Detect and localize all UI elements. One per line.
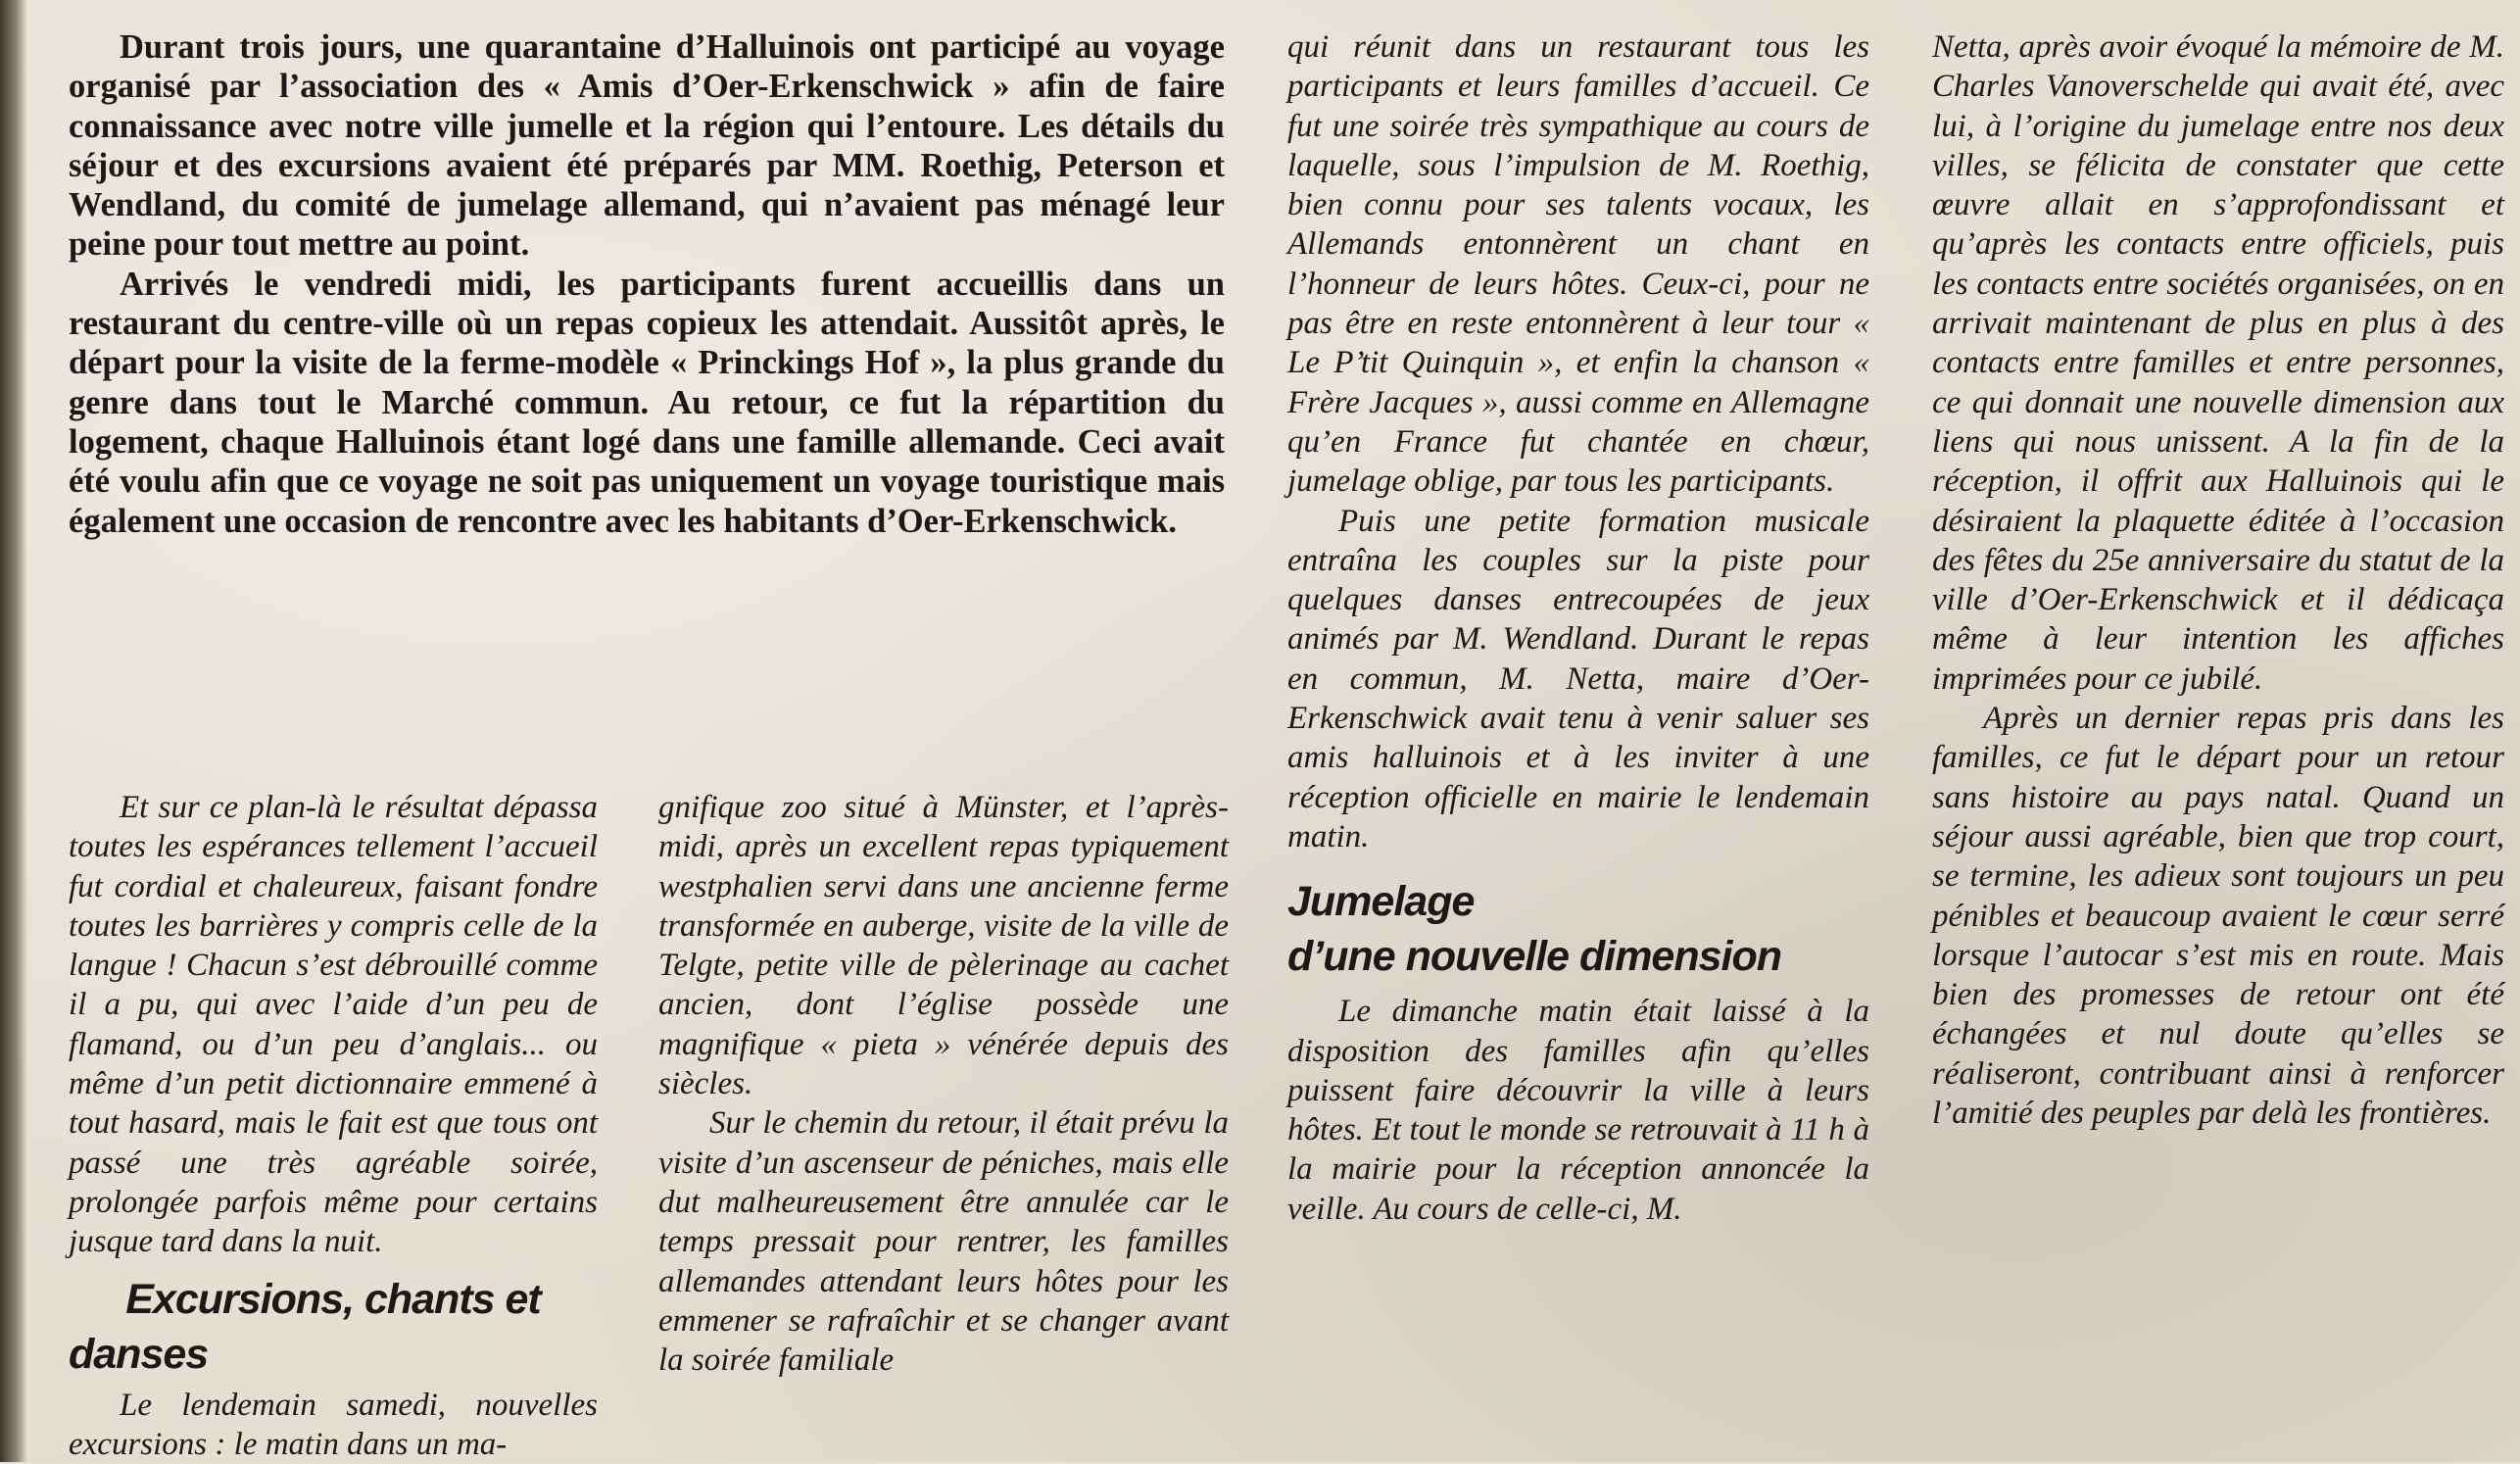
subheading-jumelage [1287, 874, 1869, 984]
intro-paragraph-2: Arrivés le vendredi midi, les participants furent accueillis dans un restaurant du centre-ville où un repas copieux les attendait. Aussitôt après, le départ pour la visite de la ferme-modèle « Princkings Hof », la plus grande du genre dans tout le Marché commun. Au retour, ce fut la répartition du logement, chaque Halluinois étant logé dans une famille allemande. Ceci avait été voulu afin que ce voyage ne soit pas uniquement un voyage touristique mais également une occasion de rencontre avec les habitants d’Oer-Erkenschwick. [69, 265, 1225, 540]
column-2-paragraph-2: Sur le chemin du retour, il était prévu la visite d’un ascenseur de péniches, mais elle dut malheureusement être annulée car le temps pressait pour rentrer, les familles allemandes attendant leurs hôtes pour les emmener se rafraîchir et se changer avant la soirée familiale [658, 1105, 1229, 1379]
column-2 [658, 788, 1229, 1380]
column-1-paragraph-2: Le lendemain samedi, nouvelles excursions : le matin dans un ma- [69, 1387, 598, 1462]
intro-paragraph-1: Durant trois jours, une quarantaine d’Halluinois ont participé au voyage organisé par l’association des « Amis d’Oer-Erkenschwick » afin de faire connaissance avec notre ville jumelle et la région qui l’entoure. Les détails du séjour et des excursions avaient été préparés par MM. Roethig, Peterson et Wendland, du comité de jumelage allemand, qui n’avaient pas ménagé leur peine pour tout mettre au point. [69, 28, 1225, 264]
subheading-jumelage-line-1: Jumelage [1287, 878, 1475, 926]
column-4-paragraph-2: Après un dernier repas pris dans les familles, ce fut le départ pour un retour sans histoire au pays natal. Quand un séjour aussi agréable, bien que trop court, se termine, les adieux sont toujours un peu pénibles et beaucoup avaient le cœur serré lorsque l’autocar s’est mis en route. Mais bien des promesses de retour ont été échangées et nul doute qu’elles se réaliseront, contribuant ainsi à renforcer l’amitié des peuples par delà les frontières. [1932, 701, 2504, 1132]
subheading-jumelage-line-2: d’une nouvelle dimension [1287, 933, 1782, 981]
column-2-paragraph-1: gnifique zoo situé à Münster, et l’après-midi, après un excellent repas typiquement westphalien servi dans une ancienne ferme transformée en auberge, visite de la ville de Telgte, petite ville de pèlerinage au cachet ancien, dont l’église possède une magnifique « pieta » vénérée depuis des siècles. [658, 790, 1229, 1102]
column-4 [1932, 27, 2504, 1133]
subheading-excursions: Excursions, chants et danses [69, 1275, 541, 1378]
intro-block [69, 27, 1225, 541]
column-3-paragraph-3: Le dimanche matin était laissé à la disposition des familles afin qu’elles puissent faire découvrir la ville à leurs hôtes. Et tout le monde se retrouvait à 11 h à la mairie pour la réception annoncée la veille. Au cours de celle-ci, M. [1287, 994, 1869, 1227]
column-4-paragraph-1: Netta, après avoir évoqué la mémoire de M. Charles Vanoverschelde qui avait été, avec lui, à l’origine du jumelage entre nos deux villes, se félicita de constater que cette œuvre allait en s’approfondissant et qu’après les contacts entre officiels, puis les contacts entre sociétés organisées, on en arrivait maintenant de plus en plus à des contacts entre familles et entre personnes, ce qui donnait une nouvelle dimension aux liens qui nous unissent. A la fin de la réception, il offrit aux Halluinois qui le désiraient la plaquette éditée à l’occasion des fêtes du 25e anniversaire du statut de la ville d’Oer-Erkenschwick et il dédicaça même à leur intention les affiches imprimées pour ce jubilé. [1932, 29, 2504, 697]
column-1 [69, 788, 598, 1464]
column-3-paragraph-1: qui réunit dans un restaurant tous les participants et leurs familles d’accueil. Ce fut une soirée très sympathique au cours de laquelle, sous l’impulsion de M. Roethig, bien connu pour ses talents vocaux, les Allemands entonnèrent un chant en l’honneur de leurs hôtes. Ceux-ci, pour ne pas être en reste entonnèrent à leur tour « Le P’tit Quinquin », et enfin la chanson « Frère Jacques », aussi comme en Allemagne qu’en France fut chantée en chœur, jumelage oblige, par tous les participants. [1287, 29, 1869, 500]
column-3-paragraph-2: Puis une petite formation musicale entraîna les couples sur la piste pour quelques danses entrecoupées de jeux animés par M. Wendland. Durant le repas en commun, M. Netta, maire d’Oer-Erkenschwick avait tenu à venir saluer ses amis halluinois et à les inviter à une réception officielle en mairie le lendemain matin. [1287, 503, 1869, 854]
column-1-paragraph-1: Et sur ce plan-là le résultat dépassa toutes les espérances tellement l’accueil fut cordial et chaleureux, faisant fondre toutes les barrières y compris celle de la langue ! Chacun s’est débrouillé comme il a pu, qui avec l’aide d’un peu de flamand, ou d’un peu d’anglais... ou même d’un petit dictionnaire emmené à tout hasard, mais le fait est que tous ont passé une très agréable soirée, prolongée parfois même pour certains jusque tard dans la nuit. [69, 790, 598, 1260]
column-3 [1287, 27, 1869, 1229]
page-edge-shadow [0, 0, 27, 1462]
